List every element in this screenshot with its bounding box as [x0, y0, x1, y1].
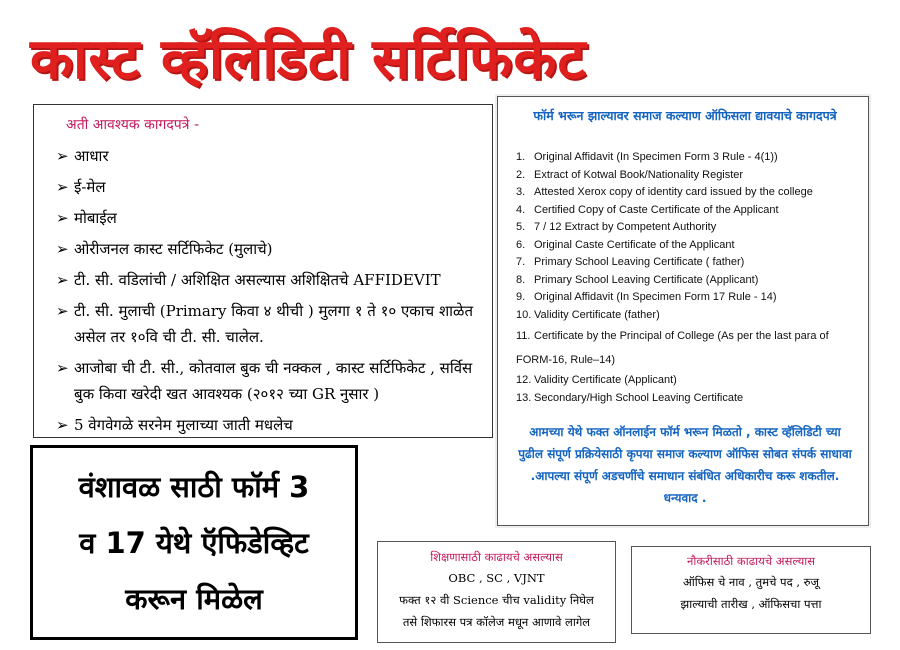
list-item: 4. Certified Copy of Caste Certificate of the Applicant [516, 203, 779, 216]
education-line: तसे शिफारस पत्र कॉलेज मधून आणावे लागेल [402, 615, 591, 629]
form-submission-list [516, 149, 854, 407]
form-submission-heading: फॉर्म भरून झाल्यावर समाज कल्याण ऑफिसला द्यावयाचे कागदपत्रे [533, 108, 837, 123]
education-heading: शिक्षणासाठी काढायचे असल्यास [430, 550, 563, 564]
arrow-bullet-icon: ➢ [56, 416, 69, 434]
job-line: ऑफिस चे नाव , तुमचे पद , रुजू [682, 575, 820, 589]
job-box [631, 546, 871, 634]
education-box [377, 541, 616, 643]
arrow-bullet-icon: ➢ [56, 302, 69, 320]
list-item: 11. Certificate by the Principal of College (As per the last para of FORM-16, Rule–14) [516, 330, 829, 366]
list-item: 10. Validity Certificate (father) [516, 308, 660, 321]
arrow-bullet-icon: ➢ [56, 359, 69, 377]
list-item: 9. Original Affidavit (In Specimen Form 17 Rule - 14) [516, 291, 777, 303]
genealogy-line: करून मिळेल [125, 581, 263, 616]
list-item: 1. Original Affidavit (In Specimen Form 3 Rule - 4(1)) [516, 151, 778, 163]
list-item: ➢ 5 वेगवेगळे सरनेम मुलाच्या जाती मधलेच [56, 412, 478, 438]
job-heading: नौकरीसाठी काढायचे असल्यास [686, 554, 816, 568]
list-item: ➢ आधार [56, 143, 478, 169]
education-line: फक्त १२ वी Science चीच validity निघेल [399, 593, 594, 607]
list-item: 5. 7 / 12 Extract by Competent Authority [516, 221, 717, 233]
list-item: 8. Primary School Leaving Certificate (Applicant) [516, 273, 759, 286]
page-title: कास्ट व्हॅलिडिटी सर्टिफिकेट [30, 27, 587, 92]
list-item: 6. Original Caste Certificate of the Applicant [516, 238, 735, 251]
list-item: ➢ ओरीजनल कास्ट सर्टिफिकेट (मुलाचे) [56, 236, 478, 262]
list-item: 3. Attested Xerox copy of identity card issued by the college [516, 186, 813, 198]
list-item: ➢ टी. सी. वडिलांची / अशिक्षित असल्यास अशिक्षितचे AFFIDEVIT [56, 267, 478, 293]
list-item: ➢ आजोबा ची टी. सी., कोतवाल बुक ची नक्कल , कास्ट सर्टिफिकेट , सर्विस बुक किवा खरेदी खत आवश्यक (२०१२ च्या GR नुसार ) [56, 355, 478, 407]
arrow-bullet-icon: ➢ [56, 271, 69, 289]
required-documents-heading: अती आवश्यक कागदपत्रे - [66, 117, 199, 133]
list-item: 7. Primary School Leaving Certificate ( father) [516, 256, 745, 268]
arrow-bullet-icon: ➢ [56, 209, 69, 227]
list-item: ➢ मोबाईल [56, 205, 478, 231]
list-item: 13. Secondary/High School Leaving Certificate [516, 391, 744, 404]
education-line: OBC , SC , VJNT [448, 571, 545, 585]
genealogy-line: व 17 येथे ऍफिडेव्हिट [79, 525, 309, 560]
online-form-note: आमच्या येथे फक्त ऑनलाईन फॉर्म भरून मिळतो , कास्ट व्हॅलिडिटी च्या पुढील संपूर्ण प्रक्रियेसाठी कृपया समाज कल्याण ऑफिस सोबत संपर्क साधावा .आपल्या संपूर्ण अडचणींचे समाधान संबंधित अधिकारीच करू शकतील. धन्यवाद . [518, 425, 852, 505]
genealogy-line: वंशावळ साठी फॉर्म 3 [78, 469, 310, 504]
list-item: 2. Extract of Kotwal Book/Nationality Register [516, 168, 744, 181]
required-documents-list [56, 143, 478, 438]
form-submission-box [497, 96, 869, 526]
list-item: ➢ ई-मेल [56, 174, 478, 200]
arrow-bullet-icon: ➢ [56, 178, 69, 196]
arrow-bullet-icon: ➢ [56, 147, 69, 165]
genealogy-affidavit-box [30, 445, 358, 640]
list-item: 12. Validity Certificate (Applicant) [516, 374, 677, 386]
list-item: ➢ टी. सी. मुलाची (Primary किवा ४ थीची ) मुलगा १ ते १० एकाच शाळेत असेल तर १०वि ची टी. सी. चालेल. [56, 298, 478, 350]
job-line: झाल्याची तारीख , ऑफिसचा पत्ता [680, 597, 822, 611]
arrow-bullet-icon: ➢ [56, 240, 69, 258]
required-documents-box [33, 104, 493, 438]
